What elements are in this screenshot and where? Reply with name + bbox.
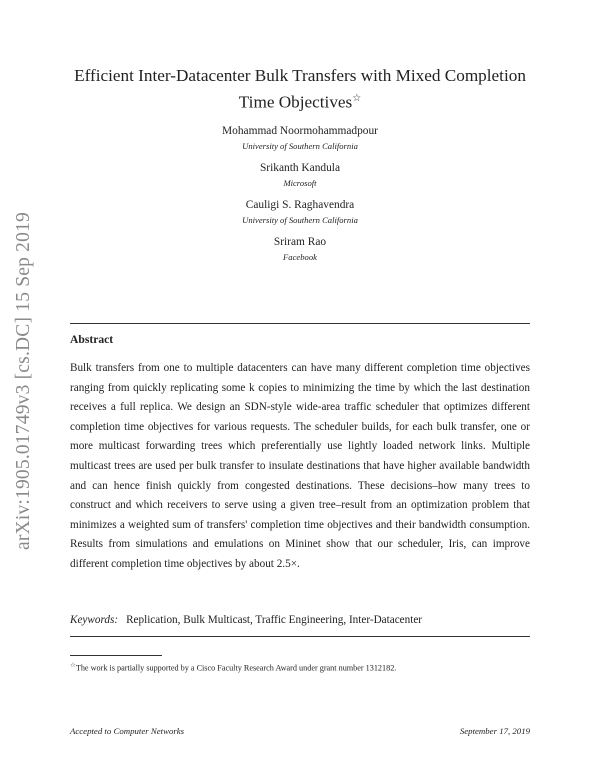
author-affiliation: University of Southern California: [242, 141, 358, 151]
title-footnote-mark: ☆: [352, 93, 362, 104]
author-name: Cauligi S. Raghavendra: [245, 199, 355, 211]
title-line-2-text: Time Objectives: [238, 92, 353, 112]
keywords-text: Replication, Bulk Multicast, Traffic Engineering, Inter-Datacenter: [126, 614, 423, 626]
keywords: [70, 614, 530, 626]
keywords-label: Keywords:: [70, 614, 119, 626]
author-affiliation: Facebook: [283, 252, 317, 262]
author-name: Srikanth Kandula: [259, 162, 341, 174]
author-name: Mohammad Noormohammadpour: [222, 125, 378, 137]
title-line-1: Efficient Inter-Datacenter Bulk Transfers with Mixed Completion: [74, 66, 526, 85]
author-affiliation: Microsoft: [283, 178, 317, 188]
footnote-mark: ☆: [70, 662, 76, 669]
author-affiliation: University of Southern California: [242, 215, 358, 225]
abstract-heading: Abstract: [70, 333, 114, 346]
abstract-body: Bulk transfers from one to multiple datacenters can have many different completion time objectives ranging from quickly replicating some k copies to minimizing the time by which the last destination receives a full replica. We design an SDN-style wide-area traffic scheduler that optimizes different completion time objectives for various requests. The scheduler builds, for each bulk transfer, one or more multicast forwarding trees which preferentially use lightly loaded network links. Multiple multicast trees are used per bulk transfer to insulate destinations that have higher available bandwidth and can hence finish quickly from congested destinations. These decisions–how many trees to construct and which receivers to serve using a given tree–result from an optimization problem that minimizes a weighted sum of transfers' completion time objectives and their bandwidth consumption. Results from simulations and emulations on Mininet show that our scheduler, Iris, can improve different completion time objectives by about 2.5×.: [70, 362, 530, 570]
author-list: [100, 124, 500, 272]
title-line-2: [60, 87, 540, 114]
footer-date: September 17, 2019: [459, 726, 530, 736]
footnote-text: The work is partially supported by a Cisco Faculty Research Award under grant number 1312182.: [75, 663, 397, 673]
footnote: [70, 660, 530, 674]
footnote-rule: [70, 655, 162, 656]
abstract-top-rule: [70, 323, 530, 324]
footer-journal-note: Accepted to Computer Networks: [70, 726, 185, 736]
abstract-bottom-rule: [70, 636, 530, 637]
arxiv-identifier: arXiv:1905.01749v3 [cs.DC] 15 Sep 2019: [13, 212, 34, 550]
author-name: Sriram Rao: [273, 236, 327, 248]
paper-title: [60, 64, 540, 114]
